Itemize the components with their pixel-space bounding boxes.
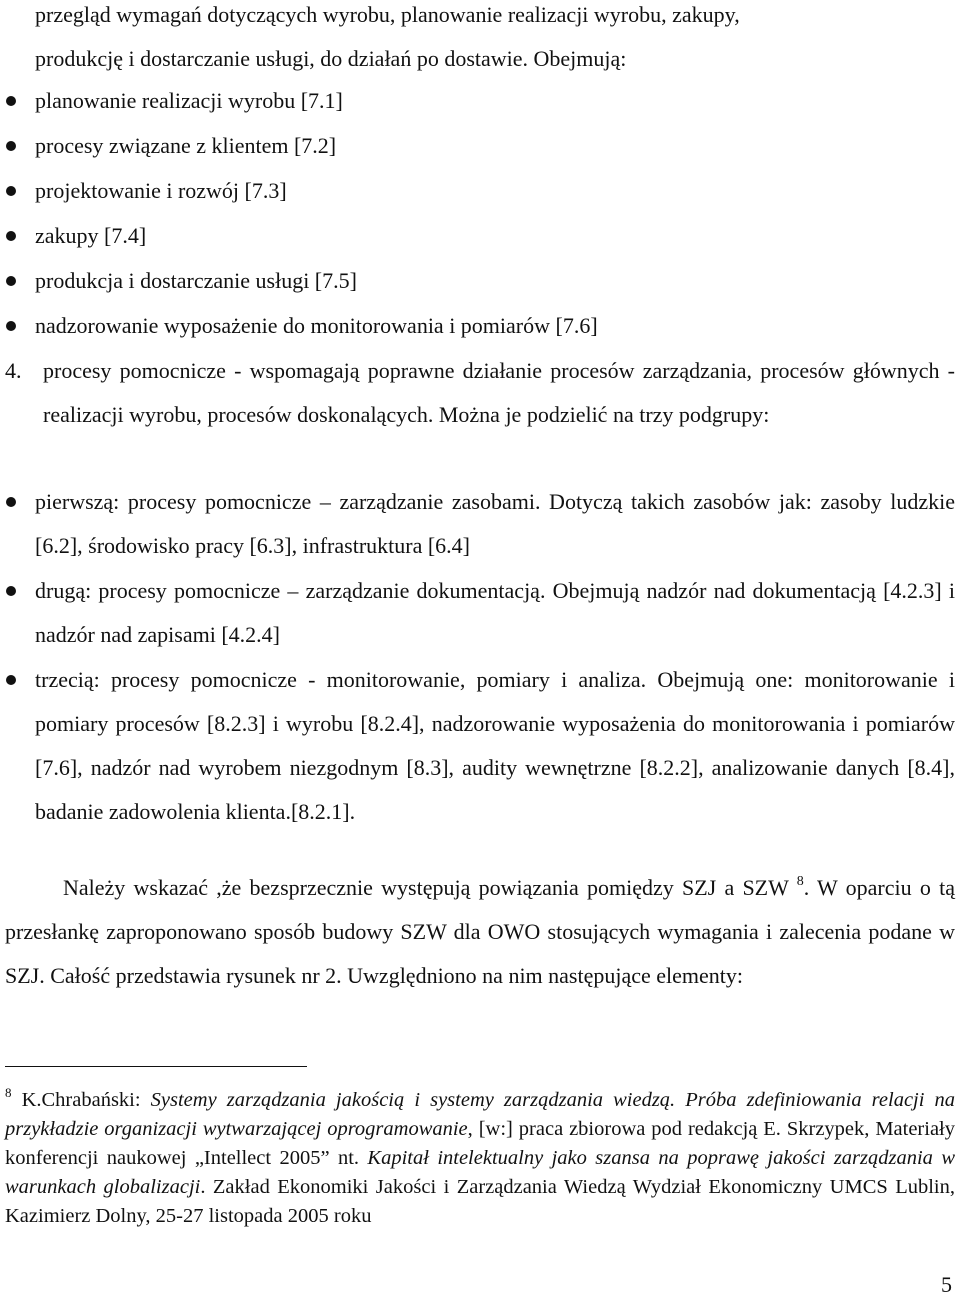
bullet-dot — [6, 497, 16, 507]
page-number: 5 — [941, 1272, 952, 1297]
sub-list-item: pierwszą: procesy pomocnicze – zarządzanie zasobami. Dotyczą takich zasobów jak: zasoby ludzkie [6.2], środowisko pracy [6.3], infrastruktura [6.4] — [35, 489, 955, 558]
bullet-dot — [6, 276, 16, 286]
footnote-mark: 8 — [5, 1085, 12, 1100]
list-item: produkcja i dostarczanie usługi [7.5] — [35, 268, 357, 293]
footnote — [5, 1078, 955, 1231]
item-4-text: procesy pomocnicze - wspomagają poprawne działanie procesów zarządzania, procesów głównych - realizacji wyrobu, procesów doskonalących. Można je podzielić na trzy podgrupy: — [43, 358, 955, 427]
footnote-text: . Zakład Ekonomiki Jakości i Zarządzania Wiedzą Wydział Ekonomiczny UMCS Lublin, Kazimierz Dolny, 25-27 listopada 2005 roku — [5, 1176, 955, 1227]
footnote-title: Kapitał intelektualny jako szansa na poprawę jakości zarządzania w warunkach globalizacji — [5, 1147, 955, 1198]
list-item: procesy związane z klientem [7.2] — [35, 133, 337, 158]
list-item: zakupy [7.4] — [35, 223, 147, 248]
sub-list-item: drugą: procesy pomocnicze – zarządzanie dokumentacją. Obejmują nadzór nad dokumentacją [4.2.3] i nadzór nad zapisami [4.2.4] — [35, 578, 955, 647]
bullet-dot — [6, 96, 16, 106]
bullet-dot — [6, 186, 16, 196]
footnote-author: K.Chrabański: — [11, 1089, 151, 1111]
bullet-dot — [6, 141, 16, 151]
list-item: projektowanie i rozwój [7.3] — [35, 178, 287, 203]
intro-paragraph — [35, 0, 955, 81]
sub-list-item: trzecią: procesy pomocnicze - monitorowanie, pomiary i analiza. Obejmują one: monitorowanie i pomiary procesów [8.2.3] i wyrobu [8.2.4], nadzorowanie wyposażenia do monitorowania i pomiarów [7.6], nadzór nad wyrobem niezgodnym [8.3], audity wewnętrzne [8.2.2], analizowanie danych [8.4], badanie zadowolenia klienta.[8.2.1]. — [35, 667, 955, 824]
bullet-dot — [6, 586, 16, 596]
paragraph-text: Należy wskazać ,że bezsprzecznie występują powiązania pomiędzy SZJ a SZW — [63, 875, 797, 900]
bullet-dot — [6, 321, 16, 331]
intro-line-2: produkcję i dostarczanie usługi, do działań po dostawie. Obejmują: — [35, 46, 627, 71]
item-number: 4. — [5, 358, 22, 383]
footnote-text: , [w:] praca zbiorowa pod redakcją E. Skrzypek, Materiały konferencji naukowej „Intellect 2005” nt. — [5, 1118, 956, 1169]
body-paragraph — [5, 860, 955, 998]
intro-line-1: przegląd wymagań dotyczących wyrobu, planowanie realizacji wyrobu, zakupy, — [35, 2, 740, 27]
bullet-dot — [6, 231, 16, 241]
bullet-dot — [6, 675, 16, 685]
list-item: nadzorowanie wyposażenie do monitorowania i pomiarów [7.6] — [35, 313, 598, 338]
paragraph-text: . W oparciu o tą przesłankę zaproponowano sposób budowy SZW dla OWO stosujących wymagania i zalecenia podane w SZJ. Całość przedstawia rysunek nr 2. Uwzględniono na nim następujące elementy: — [5, 875, 955, 988]
footnote-separator — [5, 1066, 307, 1067]
footnote-reference: 8 — [796, 874, 804, 889]
footnote-title: Systemy zarządzania jakością i systemy zarządzania wiedzą. Próba zdefiniowania relacji na przykładzie organizacji wytwarzającej oprogramowanie — [5, 1089, 956, 1140]
list-item: planowanie realizacji wyrobu [7.1] — [35, 88, 343, 113]
